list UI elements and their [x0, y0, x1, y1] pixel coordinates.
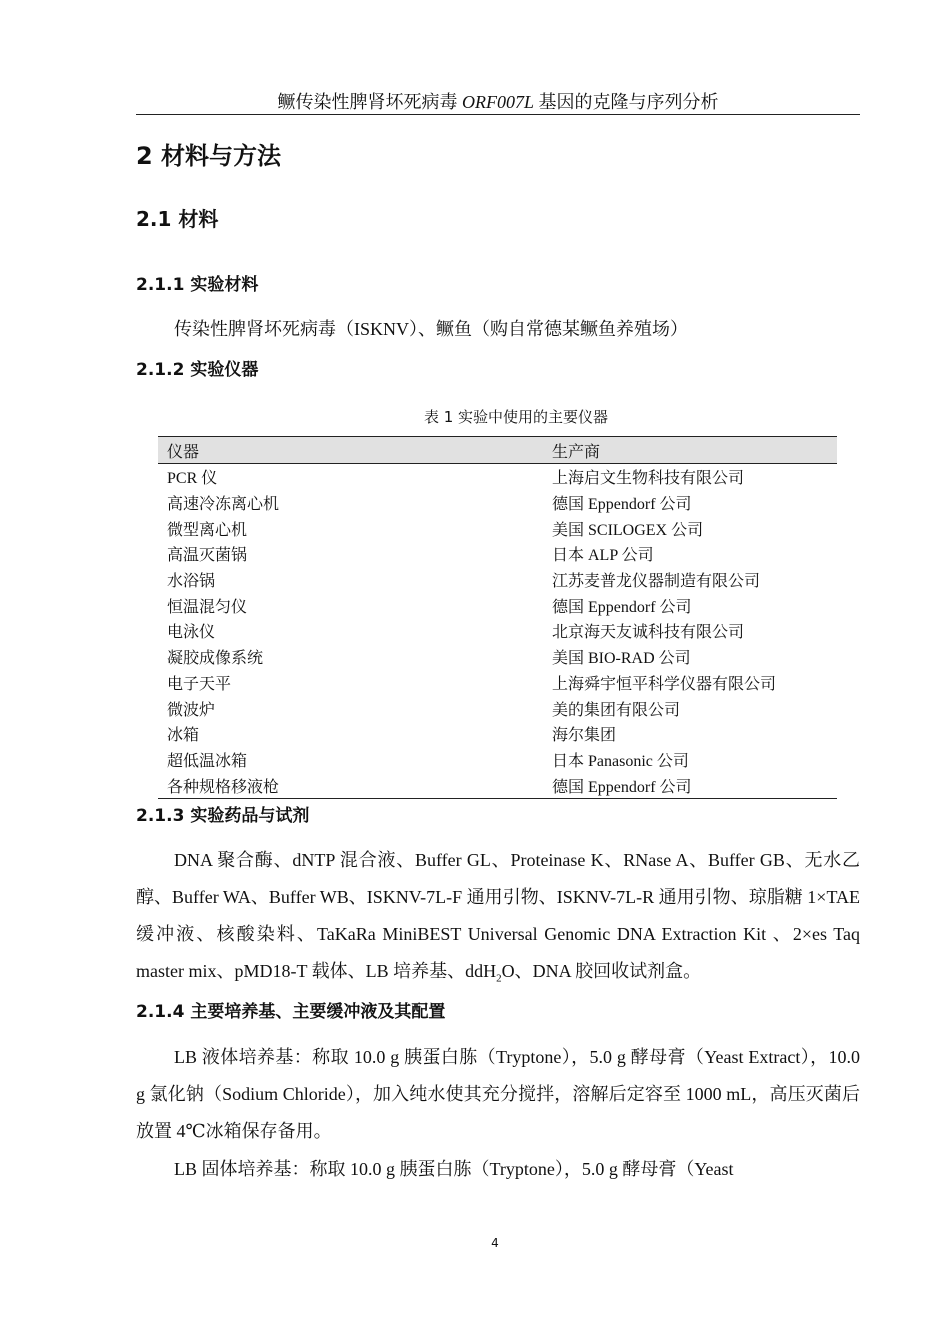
table-row — [158, 464, 837, 490]
paragraph-materials: 传染性脾肾坏死病毒（ISKNV）、鳜鱼（购自常德某鳜鱼养殖场） — [174, 319, 688, 339]
paragraph-lb-liquid: LB 液体培养基：称取 10.0 g 胰蛋白胨（Tryptone），5.0 g 酵母膏（Yeast Extract），10.0 g 氯化钠（Sodium Chloride），加入纯水使其充分搅拌，溶解后定容至 1000 mL，高压灭菌后放置 4℃冰箱保存备用。 — [136, 1047, 860, 1141]
table-row — [158, 644, 837, 670]
table-row — [158, 721, 837, 747]
paragraph-reagents — [136, 842, 860, 998]
manufacturer-cell: 日本 ALP 公司 — [552, 547, 654, 565]
table-row — [158, 695, 837, 721]
table-header-row — [158, 437, 837, 464]
manufacturer-cell: 海尔集团 — [552, 727, 617, 745]
table-row — [158, 747, 837, 773]
manufacturer-cell: 上海舜宇恒平科学仪器有限公司 — [552, 675, 777, 693]
manufacturer-cell: 日本 Panasonic 公司 — [552, 752, 689, 770]
manufacturer-cell: 北京海天友诚科技有限公司 — [552, 624, 745, 642]
instrument-cell: 高温灭菌锅 — [167, 547, 248, 565]
instrument-cell: 各种规格移液枪 — [158, 772, 543, 798]
running-header — [136, 90, 860, 115]
header-gene-name: ORF007L — [462, 92, 534, 112]
subsection-2-1-4-title: 2.1.4 主要培养基、主要缓冲液及其配置 — [136, 1002, 446, 1022]
subsection-2-1-1-title: 2.1.1 实验材料 — [136, 275, 259, 295]
table-header-instrument: 仪器 — [158, 437, 543, 464]
header-title-suffix: 基因的克隆与序列分析 — [534, 92, 719, 112]
subsection-2-1-title: 2.1 材料 — [136, 207, 219, 231]
instrument-cell: 高速冷冻离心机 — [167, 496, 280, 514]
header-title-prefix: 鳜传染性脾肾坏死病毒 — [277, 92, 462, 112]
table-row — [158, 567, 837, 593]
table-row — [158, 592, 837, 618]
instrument-cell: 超低温冰箱 — [167, 752, 248, 770]
manufacturer-cell: 德国 Eppendorf 公司 — [543, 772, 837, 798]
subsection-2-1-3-title: 2.1.3 实验药品与试剂 — [136, 806, 310, 826]
table-row — [158, 490, 837, 516]
manufacturer-cell: 美的集团有限公司 — [552, 701, 681, 719]
instrument-cell: PCR 仪 — [167, 470, 218, 488]
manufacturer-cell: 上海启文生物科技有限公司 — [552, 470, 745, 488]
manufacturer-cell: 德国 Eppendorf 公司 — [552, 496, 692, 514]
table-row — [158, 541, 837, 567]
manufacturer-cell: 德国 Eppendorf 公司 — [552, 598, 692, 616]
instrument-cell: 电子天平 — [167, 675, 232, 693]
table-caption: 表 1 实验中使用的主要仪器 — [423, 408, 609, 426]
reagents-text: DNA 聚合酶、dNTP 混合液、Buffer GL、Proteinase K、RNase A、Buffer GB、无水乙醇、Buffer WA、Buffer WB、ISKNV-7L-F 通用引物、ISKNV-7L-R 通用引物、琼脂糖 1×TAE 缓冲液、核酸染料、TaKaRa MiniBEST Universal Genomic DNA Extraction Kit 、2×es Taq master mix、pMD18-T 载体、LB 培养基、ddH — [136, 850, 860, 981]
instrument-cell: 凝胶成像系统 — [167, 650, 264, 668]
instrument-cell: 电泳仪 — [167, 624, 216, 642]
instrument-cell: 冰箱 — [167, 727, 200, 745]
instrument-cell: 微型离心机 — [167, 521, 248, 539]
table-row — [158, 515, 837, 541]
subsection-2-1-2-title: 2.1.2 实验仪器 — [136, 360, 259, 380]
manufacturer-cell: 美国 SCILOGEX 公司 — [552, 521, 704, 539]
table-row — [158, 618, 837, 644]
table-row — [158, 772, 837, 798]
table-row — [158, 670, 837, 696]
instrument-cell: 微波炉 — [167, 701, 216, 719]
manufacturer-cell: 江苏麦普龙仪器制造有限公司 — [552, 573, 761, 591]
paragraph-lb-solid: LB 固体培养基：称取 10.0 g 胰蛋白胨（Tryptone），5.0 g 酵母膏（Yeast — [174, 1159, 734, 1179]
subscript-two: 2 — [496, 972, 502, 985]
instrument-cell: 恒温混匀仪 — [167, 598, 248, 616]
section-title: 2 材料与方法 — [136, 142, 282, 170]
manufacturer-cell: 美国 BIO-RAD 公司 — [552, 650, 691, 668]
equipment-table — [158, 436, 837, 799]
instrument-cell: 水浴锅 — [167, 573, 216, 591]
reagents-text-end: O、DNA 胶回收试剂盒。 — [501, 961, 702, 981]
table-header-manufacturer: 生产商 — [543, 437, 837, 464]
page-number: 4 — [491, 1236, 499, 1250]
